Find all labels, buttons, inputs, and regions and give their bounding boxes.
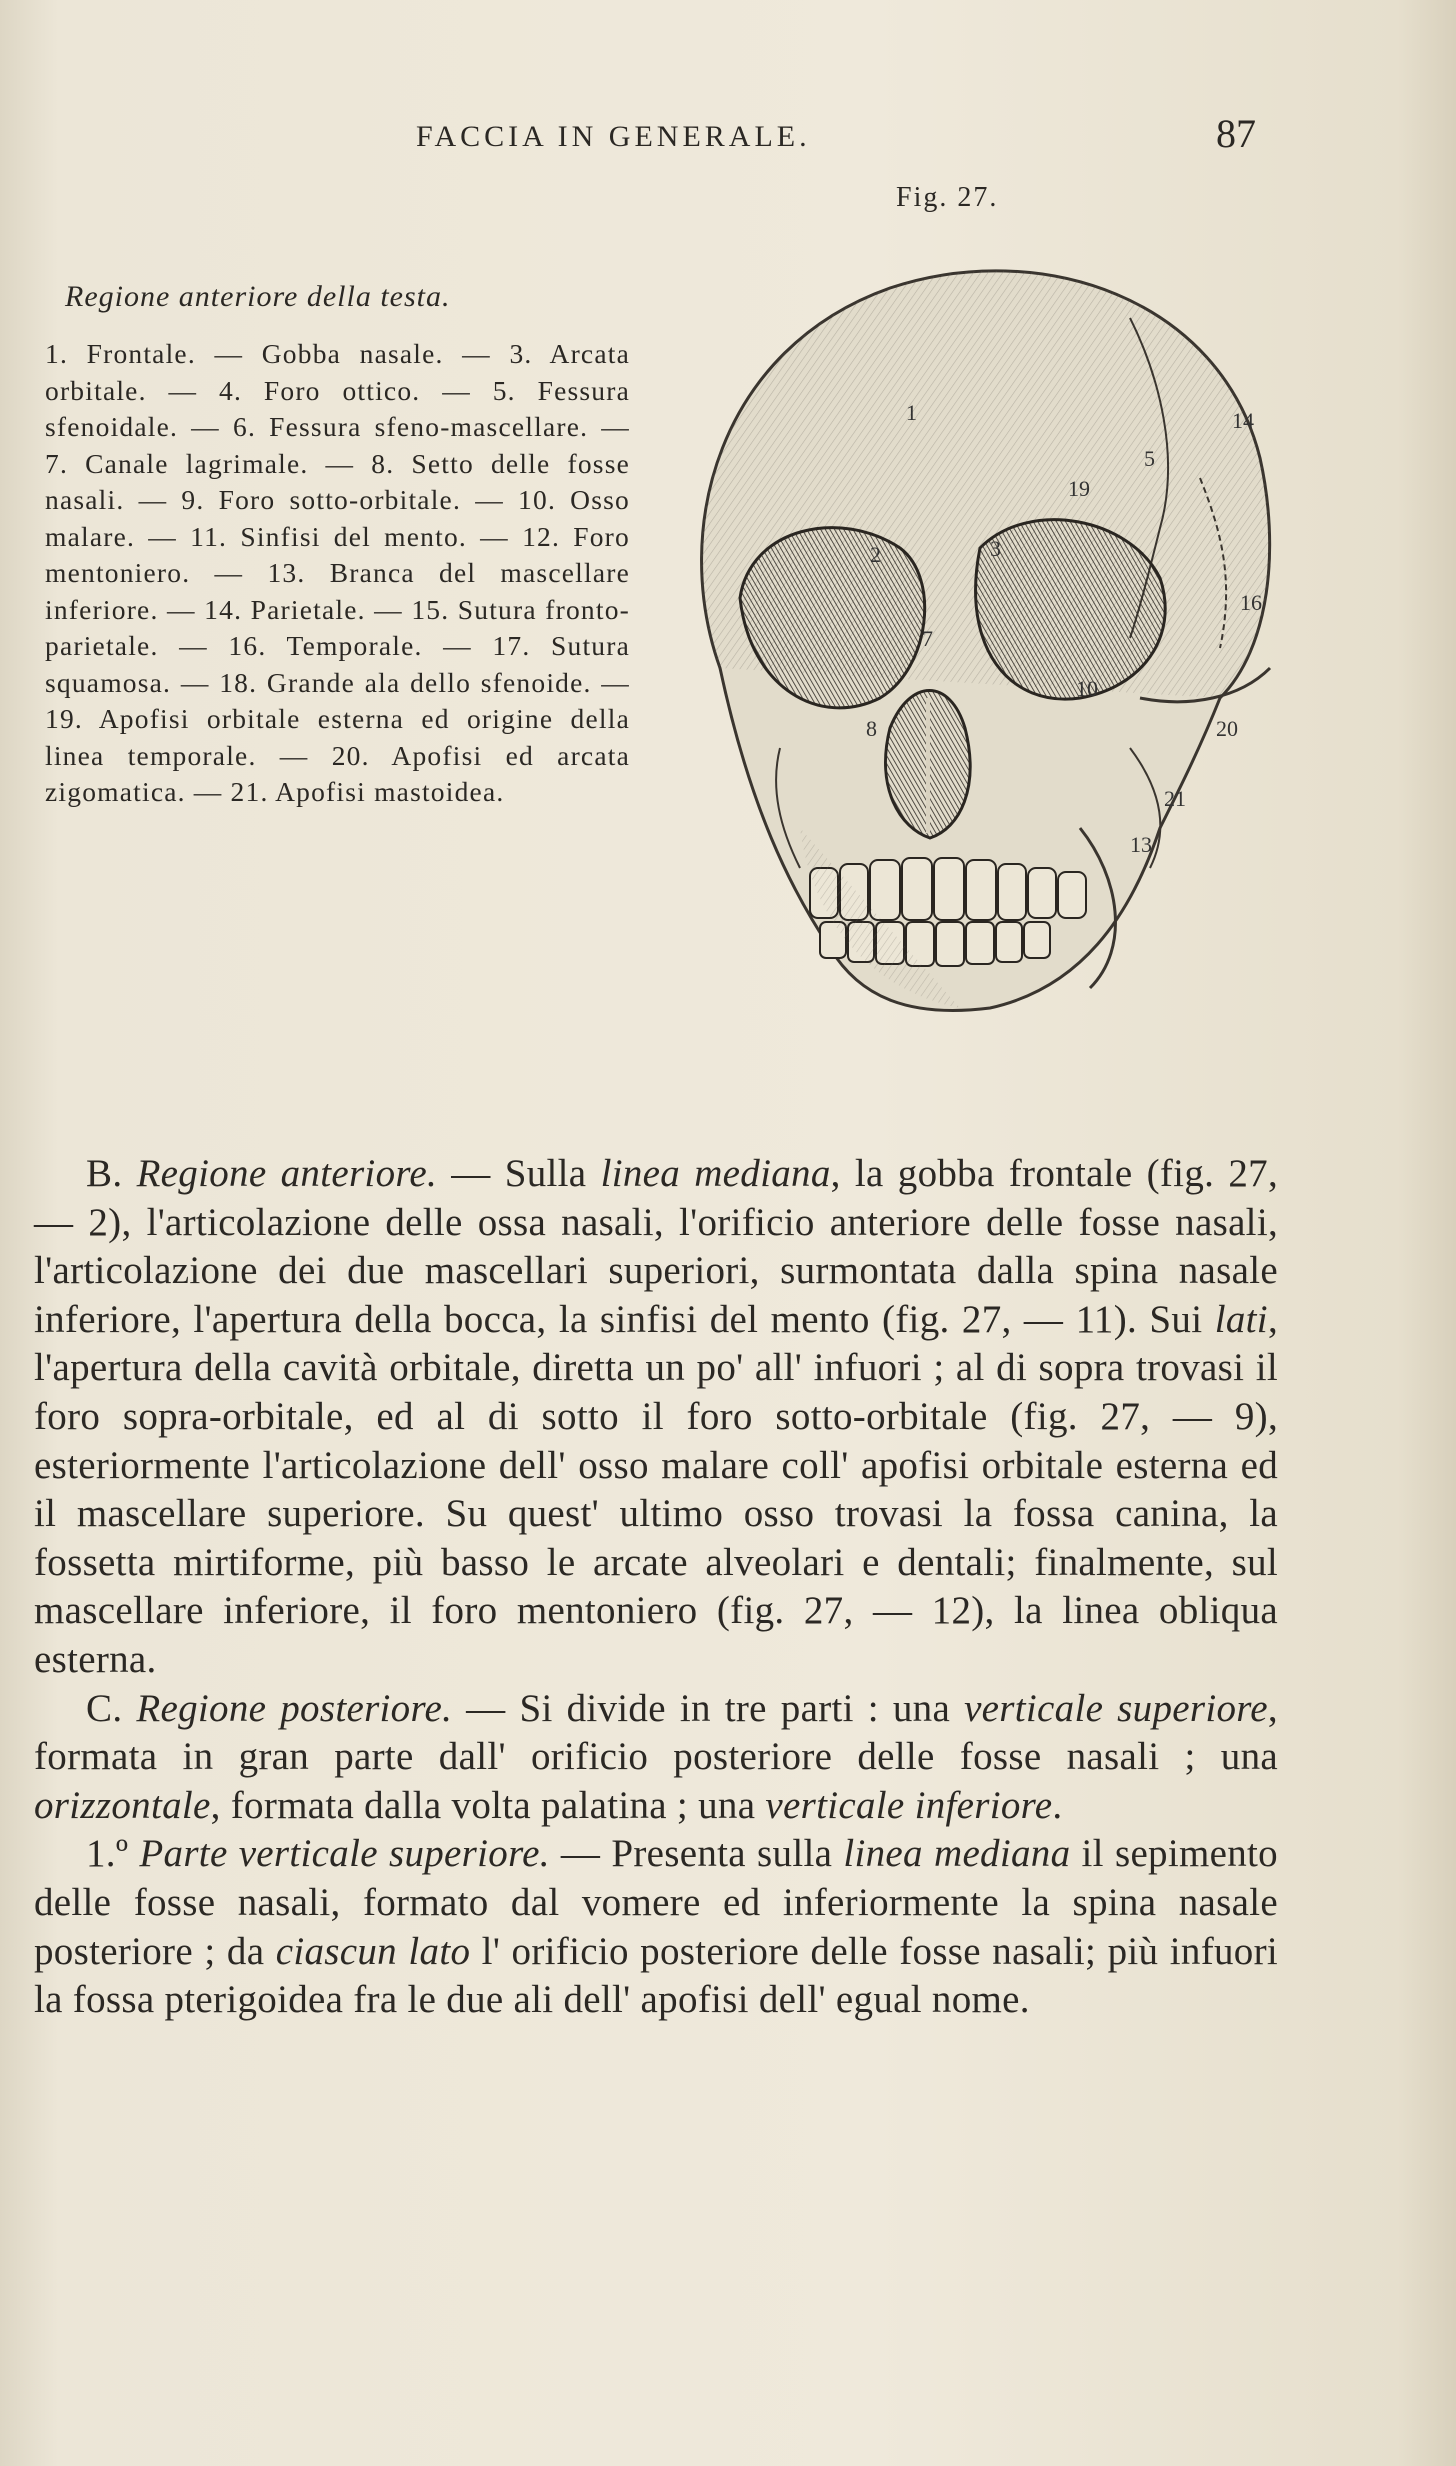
figure-label: 7: [922, 626, 933, 651]
figure-label: 16: [1240, 590, 1262, 615]
text-run: il sepimento delle fosse nasali, formato dal vomere ed inferiormente la spina nasale posteriore ; da: [34, 1832, 1278, 1973]
page-header: [400, 108, 1300, 168]
figure-caption: Fig. 27.: [896, 182, 999, 213]
italic-run: linea mediana: [600, 1152, 831, 1195]
italic-run: verticale superiore: [964, 1686, 1268, 1730]
text-run: .: [1052, 1783, 1063, 1827]
text-run: l' orificio posteriore delle fosse nasali; più infuori la fossa pterigoidea fra le due ali dell' apofisi dell' egual nome.: [34, 1929, 1279, 2022]
text-run: — Sulla: [437, 1152, 601, 1195]
figure-label: 19: [1068, 476, 1090, 501]
figure-label: 14: [1232, 408, 1254, 433]
italic-run: orizzontale: [34, 1783, 211, 1827]
figure-label: 8: [866, 716, 877, 741]
paragraph-1: [34, 1830, 1278, 2024]
section-label: C.: [86, 1686, 123, 1730]
text-run: , formata dalla volta palatina ; una: [210, 1783, 766, 1827]
italic-run: ciascun lato: [275, 1929, 471, 1973]
page-number: 87: [1216, 111, 1256, 156]
text-run: — Presenta sulla: [549, 1832, 844, 1876]
italic-run: verticale inferiore: [765, 1783, 1053, 1827]
main-text: [34, 1150, 1278, 2025]
legend-body: 1. Frontale. — Gobba nasale. — 3. Arcata orbitale. — 4. Foro ottico. — 5. Fessura sfenoidale. — 6. Fessura sfeno-mascellare. — 7. Canale lagrimale. — 8. Setto delle fosse nasali. — 9. Foro sotto-orbitale. — 10. Osso malare. — 11. Sinfisi del mento. — 12. Foro mentoniero. — 13. Branca del mascellare inferiore. — 14. Parietale. — 15. Sutura fronto-parietale. — 16. Temporale. — 17. Sutura squamosa. — 18. Grande ala dello sfenoide. — 19. Apofisi orbitale esterna ed origine della linea temporale. — 20. Apofisi ed arcata zigomatica. — 21. Apofisi mastoidea.: [45, 338, 630, 807]
legend-title: Regione anteriore della testa.: [65, 280, 451, 313]
text-run: , formata in gran parte dall' orificio posteriore delle fosse nasali ; una: [34, 1686, 1278, 1779]
figure-legend: [45, 280, 630, 811]
skull-figure: [660, 180, 1310, 1080]
figure-label: 13: [1130, 832, 1152, 857]
paragraph-c: [34, 1685, 1278, 1831]
skull-engraving: [660, 228, 1310, 1068]
text-run: , l'apertura della cavità orbitale, diretta un po' all' infuori ; al di sopra trovasi il foro sopra-orbitale, ed al di sotto il foro sotto-orbitale (fig. 27, — 9), esteriormente l'articolazione dell' osso malare coll' apofisi orbitale esterna ed il mascellare superiore. Su quest' ultimo osso trovasi la fossa canina, la fossetta mirtiforme, più basso le arcate alveolari e dentali; finalmente, sul mascellare inferiore, il foro mentoniero (fig. 27, — 12), la linea obliqua esterna.: [34, 1297, 1278, 1681]
section-title: Regione posteriore.: [136, 1686, 453, 1730]
italic-run: lati: [1214, 1297, 1268, 1341]
figure-label: 1: [906, 400, 917, 425]
section-title: Regione anteriore.: [136, 1152, 438, 1195]
text-run: , la gobba frontale (fig. 27, — 2), l'articolazione delle ossa nasali, l'orificio anteriore delle fosse nasali, l'articolazione dei due mascellari superiori, surmontata dalla spina nasale inferiore, l'apertura della bocca, la sinfisi del mento (fig. 27, — 11). Sui: [34, 1152, 1278, 1341]
section-title: Parte verticale superiore.: [139, 1832, 550, 1876]
figure-label: 3: [990, 536, 1001, 561]
paragraph-b: [34, 1150, 1278, 1685]
figure-label: 20: [1216, 716, 1238, 741]
section-label: B.: [86, 1152, 123, 1195]
italic-run: linea mediana: [843, 1832, 1071, 1876]
text-run: — Si divide in tre parti : una: [452, 1686, 965, 1730]
figure-label: 21: [1164, 786, 1186, 811]
section-label: 1.º: [86, 1832, 129, 1876]
figure-label: 2: [870, 542, 881, 567]
figure-label: 5: [1144, 446, 1155, 471]
running-title: FACCIA IN GENERALE.: [416, 120, 811, 153]
figure-label: 10: [1076, 676, 1098, 701]
